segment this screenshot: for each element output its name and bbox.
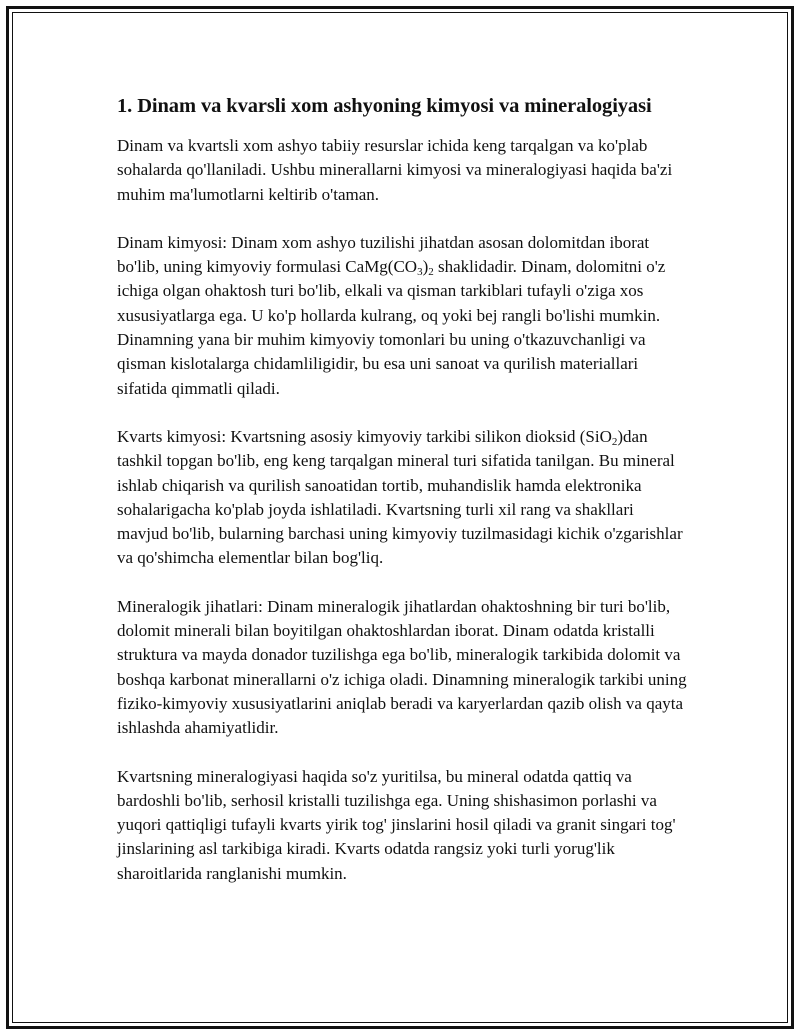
mineralogy-paragraph: Mineralogik jihatlari: Dinam mineralogik jihatlardan ohaktoshning bir turi bo'lib, dolomit minerali bilan boyitilgan ohaktoshlardan iborat. Dinam odatda kristalli struktura va mayda donador tuzilishga ega bo'lib, mineralogik tarkibida dolomit va boshqa karbonat minerallarni o'z ichiga oladi. Dinamning mineralogik tarkibi uning fiziko-kimyoviy xususiyatlarini aniqlab beradi va karyerlardan qazib olish va qayta ishlashda ahamiyatlidir.: [117, 596, 687, 738]
formula-subscript: 2: [428, 266, 434, 279]
quartz-chemistry-text-start: Kvarts kimyosi: Kvartsning asosiy kimyoviy tarkibi silikon dioksid (SiO: [117, 426, 612, 446]
formula-bracket: ): [422, 257, 429, 277]
quartz-mineralogy-paragraph: Kvartsning mineralogiyasi haqida so'z yuritilsa, bu mineral odatda qattiq va bardoshli bo'lib, serhosil kristalli tuzilishga ega. Uning shishasimon porlashi va yuqori qattiqligi tufayli kvarts yirik tog' jinslarini hosil qiladi va granit singari tog' jinslarining asl tarkibiga kiradi. Kvarts odatda rangsiz yoki turli yorug'lik sharoitlarida ranglanishi mumkin.: [117, 766, 676, 883]
dinam-chemistry-text-end: shaklidadir. Dinam, dolomitni o'z ichiga olgan ohaktosh turi bo'lib, elkali va qisman tarkiblari tufayli o'ziga xos xususiyatlarga ega. U ko'p hollarda kulrang, oq yoki bej rangli bo'lishi mumkin. Dinamning yana bir muhim kimyoviy tomonlari bu uning o'tkazuvchanligi va qisman kislotalarga chidamliligidir, bu esa uni sanoat va qurilish materiallari sifatida qimmatli qiladi.: [117, 257, 666, 398]
formula-subscript: 2: [611, 435, 618, 448]
intro-paragraph: Dinam va kvartsli xom ashyo tabiiy resurslar ichida keng tarqalgan va ko'plab sohalarda qo'llaniladi. Ushbu minerallarni kimyosi va mineralogiyasi haqida ba'zi muhim ma'lumotlarni keltirib o'taman.: [117, 136, 673, 204]
dinam-chemistry-text-start: Dinam kimyosi: Dinam xom ashyo tuzilishi jihatdan asosan dolomitdan iborat bo'lib, uning kimyoviy formulasi CaMg(CO: [117, 232, 650, 277]
quartz-chemistry-text-end: )dan tashkil topgan bo'lib, eng keng tarqalgan mineral turi sifatida tanilgan. Bu mineral ishlab chiqarish va qurilish sanoatidan tortib, muhandislik hamda elektronika sohalarigacha ko'plab joyda ishlatiladi. Kvartsning turli xil rang va shakllari mavjud bo'lib, bularning barchasi uning kimyoviy tuzilmasidagi kichik o'zgarishlar va qo'shimcha elementlar bilan bog'liq.: [117, 426, 683, 568]
formula-subscript: 3: [417, 266, 423, 279]
document-body: [117, 92, 687, 910]
section-heading: 1. Dinam va kvarsli xom ashyoning kimyosi va mineralogiyasi: [117, 95, 652, 117]
quartz-chemistry-paragraph: [117, 425, 687, 571]
dinam-chemistry-paragraph: [117, 231, 687, 401]
